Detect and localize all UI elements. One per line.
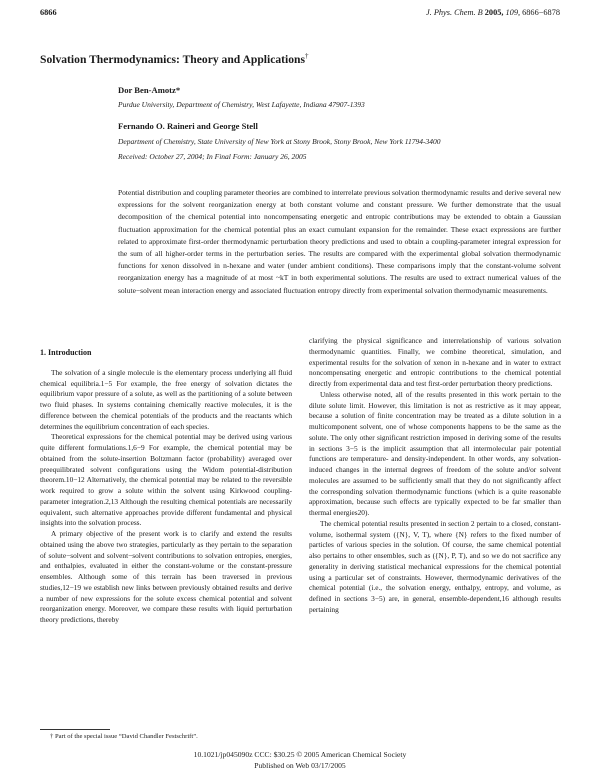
left-column [40, 348, 292, 626]
paragraph: The solvation of a single molecule is the elementary process underlying all fluid chemical equilibria.1−5 For example, the free energy of solvation dictates the equilibrium vapor pressure of a solute, as well as the partitioning of a solute between two fluid phases. In systems containing chemically reactive molecules, it is the difference between the chemical potentials of the products and the reactants which determines the equilibrium concentration of each species. [40, 367, 292, 431]
running-header [40, 8, 560, 22]
title-footnote-mark: † [305, 52, 309, 60]
paragraph: Unless otherwise noted, all of the results presented in this work pertain to the dilute solute limit. However, this limitation is not as restrictive as it may appear, because a solution of finite concentration may be treated as a dilute solution in a multicomponent solvent, one of whose components happens to be the same as the solute. The only other significant restriction imposed in deriving some of the results in sections 3−5 is the implicit assumption that all intermolecular pair potential functions are temperature- and density-independent. In other words, any solvation-induced changes in the internal degrees of freedom of the solute and/or solvent molecules are assumed to be sufficiently small that they do not significantly affect the corresponding solvation thermodynamic functions (which is a quite reasonable approximation, because such effects are typically expected to be far smaller than thermal energies20). [309, 389, 561, 517]
footnote-rule [40, 729, 110, 730]
journal-year: 2005, [484, 8, 504, 17]
abstract: Potential distribution and coupling parameter theories are combined to interrelate previous solvation thermodynamic results and derive several new expressions for the solvent reorganization energy at both constant volume and constant pressure. We further demonstrate that the usual decomposition of the chemical potential into noncompensating energetic and entropic contributions may be extended to obtain a Gaussian fluctuation approximation for the chemical potential plus an exact cumulant expansion for the remainder. These exact expressions are further related to approximate first-order thermodynamic perturbation theory predictions and used to obtain a coupling-parameter integral expression for the sum of all higher-order terms in the perturbation series. The results are compared with the experimental global solvation thermodynamic functions for xenon dissolved in n-hexane and water (under ambient conditions). These comparisons imply that the constant-volume solvent reorganization energy has a magnitude of at most ~kT in both experimental solutions. The results are used to extract numerical values of the solute−solvent mean interaction energy and associated fluctuation entropy directly from experimental solvation thermodynamic measurements. [118, 188, 561, 295]
affiliation-2: Department of Chemistry, State University of New York at Stony Brook, Stony Brook, New York 11794-3400 [118, 137, 441, 146]
journal-volume: 109, [505, 8, 521, 17]
journal-pages: 6866−6878 [522, 8, 560, 17]
paragraph: clarifying the physical significance and interrelationship of various solvation thermodynamic quantities. Finally, we combine theoretical, simulation, and experimental results for the solvation of xenon in n-hexane and in water to extract noncompensating energetic and entropic contributions to the chemical potential directly from experimental data and test first-order perturbation theory predictions. [309, 336, 561, 388]
affiliation-1: Purdue University, Department of Chemistry, West Lafayette, Indiana 47907-1393 [118, 100, 365, 109]
footnote: † Part of the special issue “David Chandler Festschrift”. [50, 733, 198, 740]
author-2: Fernando O. Raineri and George Stell [118, 121, 258, 131]
right-column [309, 336, 561, 616]
section-heading: 1. Introduction [40, 348, 92, 357]
article-title-text: Solvation Thermodynamics: Theory and Applications [40, 52, 305, 66]
paragraph: Theoretical expressions for the chemical potential may be derived using various quite different formulations.1,6−9 For example, the chemical potential may be obtained from the solute-insertion Boltzmann factor (probability) averaged over preequilibrated solvent configurations using the Widom potential-distribution theorem.10−12 Alternatively, the chemical potential may be related to the reversible work required to grow a solute within the solvent using Kirkwood coupling-parameter integration.2,13 Although the resulting chemical potentials are necessarily equivalent, such alternative approaches provide different fundamental and physical insights into the solvation process. [40, 432, 292, 528]
journal-citation [426, 8, 560, 17]
published-line: Published on Web 03/17/2005 [254, 761, 346, 770]
paragraph: A primary objective of the present work is to clarify and extend the results obtained using the above two strategies, particularly as they pertain to the separation of solute−solvent and solvent−solvent contributions to solvation entropies, energies, and enthalpies, evaluated in either the constant-volume or the constant-pressure ensembles. Although some of this terrain has been traversed in previous studies,12−19 we establish new links between previously obtained results and derive a number of new expressions for the solute excess chemical potential and solvent reorganization energy. Moreover, we compare these results with liquid perturbation theory predictions, thereby [40, 529, 292, 624]
page-number: 6866 [40, 8, 57, 17]
paragraph: The chemical potential results presented in section 2 pertain to a closed, constant-volume, isothermal system ({N}, V, T), where {N} refers to the fixed number of particles of various species in the solution. Of course, the same chemical potential also pertains to other ensembles, such as ({N}, P, T), and so we do not sacrifice any generality in deriving statistical mechanical expressions for the chemical potential using a particular set of constraints. However, thermodynamic derivatives of the chemical potential (i.e., the solvation energy, enthalpy, entropy, and volume, as defined in sections 3−5) are, in general, ensemble-dependent,16 although results pertaining [309, 518, 561, 614]
author-1: Dor Ben-Amotz* [118, 85, 181, 95]
received-dates: Received: October 27, 2004; In Final Form: January 26, 2005 [118, 152, 307, 161]
journal-name: J. Phys. Chem. B [426, 8, 483, 17]
doi-line: 10.1021/jp045090z CCC: $30.25 © 2005 American Chemical Society [193, 750, 407, 759]
article-title [40, 52, 309, 66]
